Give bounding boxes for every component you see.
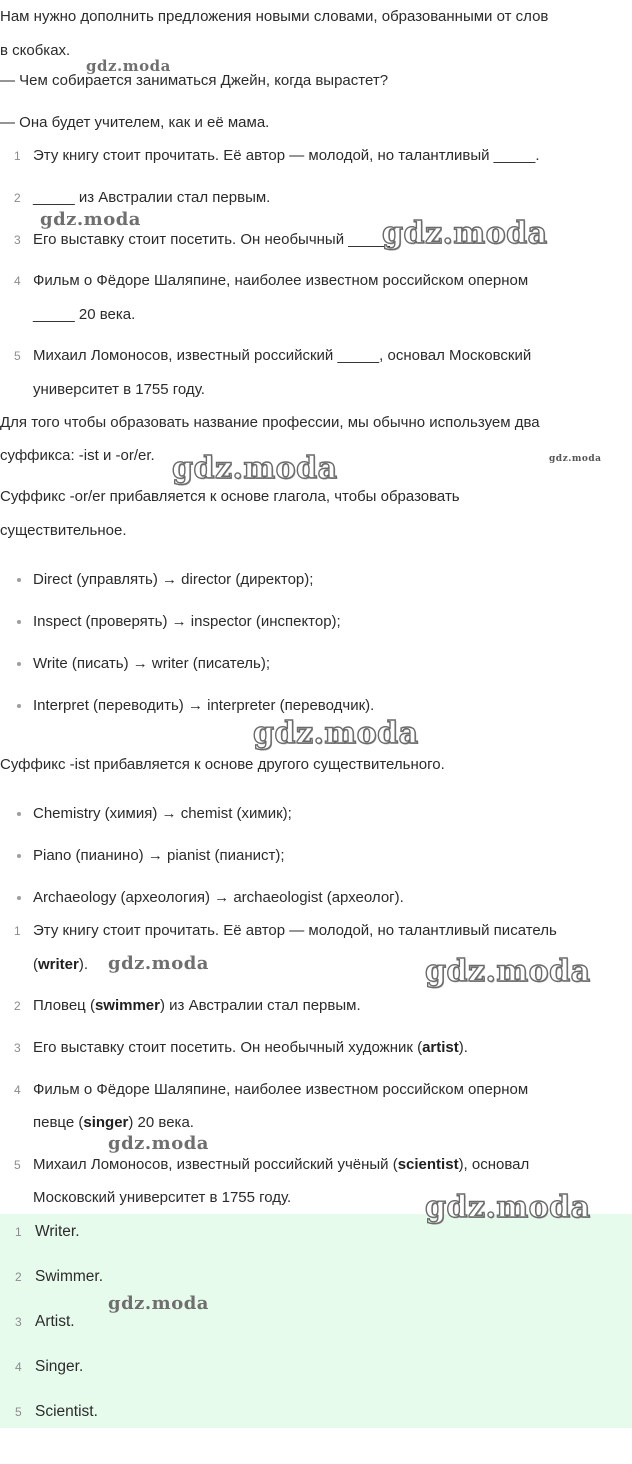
explanation-p3: Суффикс -ist прибавляется к основе другого существительного. (0, 756, 445, 773)
bullet-icon (17, 812, 21, 816)
solution-number: 1 (14, 924, 21, 938)
watermark: gdz.moda (86, 57, 171, 75)
solution-text-continued: (writer). (33, 956, 89, 973)
task-text: _____ из Австралии стал первым. (33, 189, 271, 206)
bullet-icon (17, 854, 21, 858)
answer-text: Singer. (35, 1358, 84, 1375)
answer-text: Swimmer. (35, 1268, 104, 1285)
task-text-continued: университет в 1755 году. (33, 381, 205, 398)
watermark: gdz.moda (253, 716, 419, 751)
task-number: 4 (14, 274, 21, 288)
task-text-continued: _____ 20 века. (33, 306, 136, 323)
solution-number: 2 (14, 999, 21, 1013)
watermark: gdz.moda (40, 209, 141, 230)
task-text: Михаил Ломоносов, известный российский _____, основал Московский (33, 347, 532, 364)
bullet-icon (17, 662, 21, 666)
explanation-p2-line-2: существительное. (0, 522, 127, 539)
explanation-p1-line-1: Для того чтобы образовать название профессии, мы обычно используем два (0, 414, 540, 431)
intro-line-1: Нам нужно дополнить предложения новыми словами, образованными от слов (0, 8, 549, 25)
answer-number: 3 (15, 1315, 22, 1329)
task-number: 1 (14, 149, 21, 163)
watermark: gdz.moda (108, 1133, 209, 1154)
solution-number: 4 (14, 1083, 21, 1097)
watermark: gdz.moda (425, 954, 591, 989)
solution-text: Фильм о Фёдоре Шаляпине, наиболее известном российском оперном (33, 1081, 529, 1098)
solution-text-continued: певце (singer) 20 века. (33, 1114, 194, 1131)
bullet-icon (17, 620, 21, 624)
solution-text: Михаил Ломоносов, известный российский учёный (scientist), основал (33, 1156, 530, 1173)
watermark: gdz.moda (108, 1293, 209, 1314)
task-text: Его выставку стоит посетить. Он необычный _____. (33, 231, 395, 248)
answer-number: 2 (15, 1270, 22, 1284)
bullet-icon (17, 896, 21, 900)
watermark: gdz.moda (549, 454, 602, 464)
solution-text: Пловец (swimmer) из Австралии стал первым. (33, 997, 361, 1014)
bullet-icon (17, 578, 21, 582)
answer-text: Writer. (35, 1223, 80, 1240)
answer-word: singer (83, 1114, 129, 1131)
watermark: gdz.moda (425, 1190, 591, 1225)
answer-number: 1 (15, 1225, 22, 1239)
intro-answer: — Она будет учителем, как и её мама. (0, 114, 270, 131)
solution-text: Его выставку стоит посетить. Он необычный художник (artist). (33, 1039, 468, 1056)
answer-word: swimmer (94, 997, 160, 1014)
explanation-p2-line-1: Суффикс -or/er прибавляется к основе глагола, чтобы образовать (0, 488, 460, 505)
intro-question: — Чем собирается заниматься Джейн, когда вырастет? (0, 72, 389, 89)
answer-word: writer (38, 956, 79, 973)
answer-number: 4 (15, 1360, 22, 1374)
task-text: Эту книгу стоит прочитать. Её автор — молодой, но талантливый _____. (33, 147, 540, 164)
solution-number: 5 (14, 1158, 21, 1172)
solution-number: 3 (14, 1041, 21, 1055)
answers-panel (0, 1214, 632, 1428)
task-text: Фильм о Фёдоре Шаляпине, наиболее известном российском оперном (33, 272, 529, 289)
watermark: gdz.moda (108, 953, 209, 974)
watermark: gdz.moda (172, 451, 338, 486)
task-number: 2 (14, 191, 21, 205)
solution-text: Эту книгу стоит прочитать. Её автор — молодой, но талантливый писатель (33, 922, 557, 939)
solution-text-continued: Московский университет в 1755 году. (33, 1189, 292, 1206)
answer-word: artist (422, 1039, 459, 1056)
intro-line-2: в скобках. (0, 42, 71, 59)
bullet-icon (17, 704, 21, 708)
answer-text: Artist. (35, 1313, 75, 1330)
answer-number: 5 (15, 1405, 22, 1419)
task-number: 3 (14, 233, 21, 247)
task-number: 5 (14, 349, 21, 363)
watermark: gdz.moda (382, 216, 548, 251)
explanation-p1-line-2: суффикса: -ist и -or/er. (0, 447, 155, 464)
answer-text: Scientist. (35, 1403, 98, 1420)
answer-word: scientist (397, 1156, 459, 1173)
